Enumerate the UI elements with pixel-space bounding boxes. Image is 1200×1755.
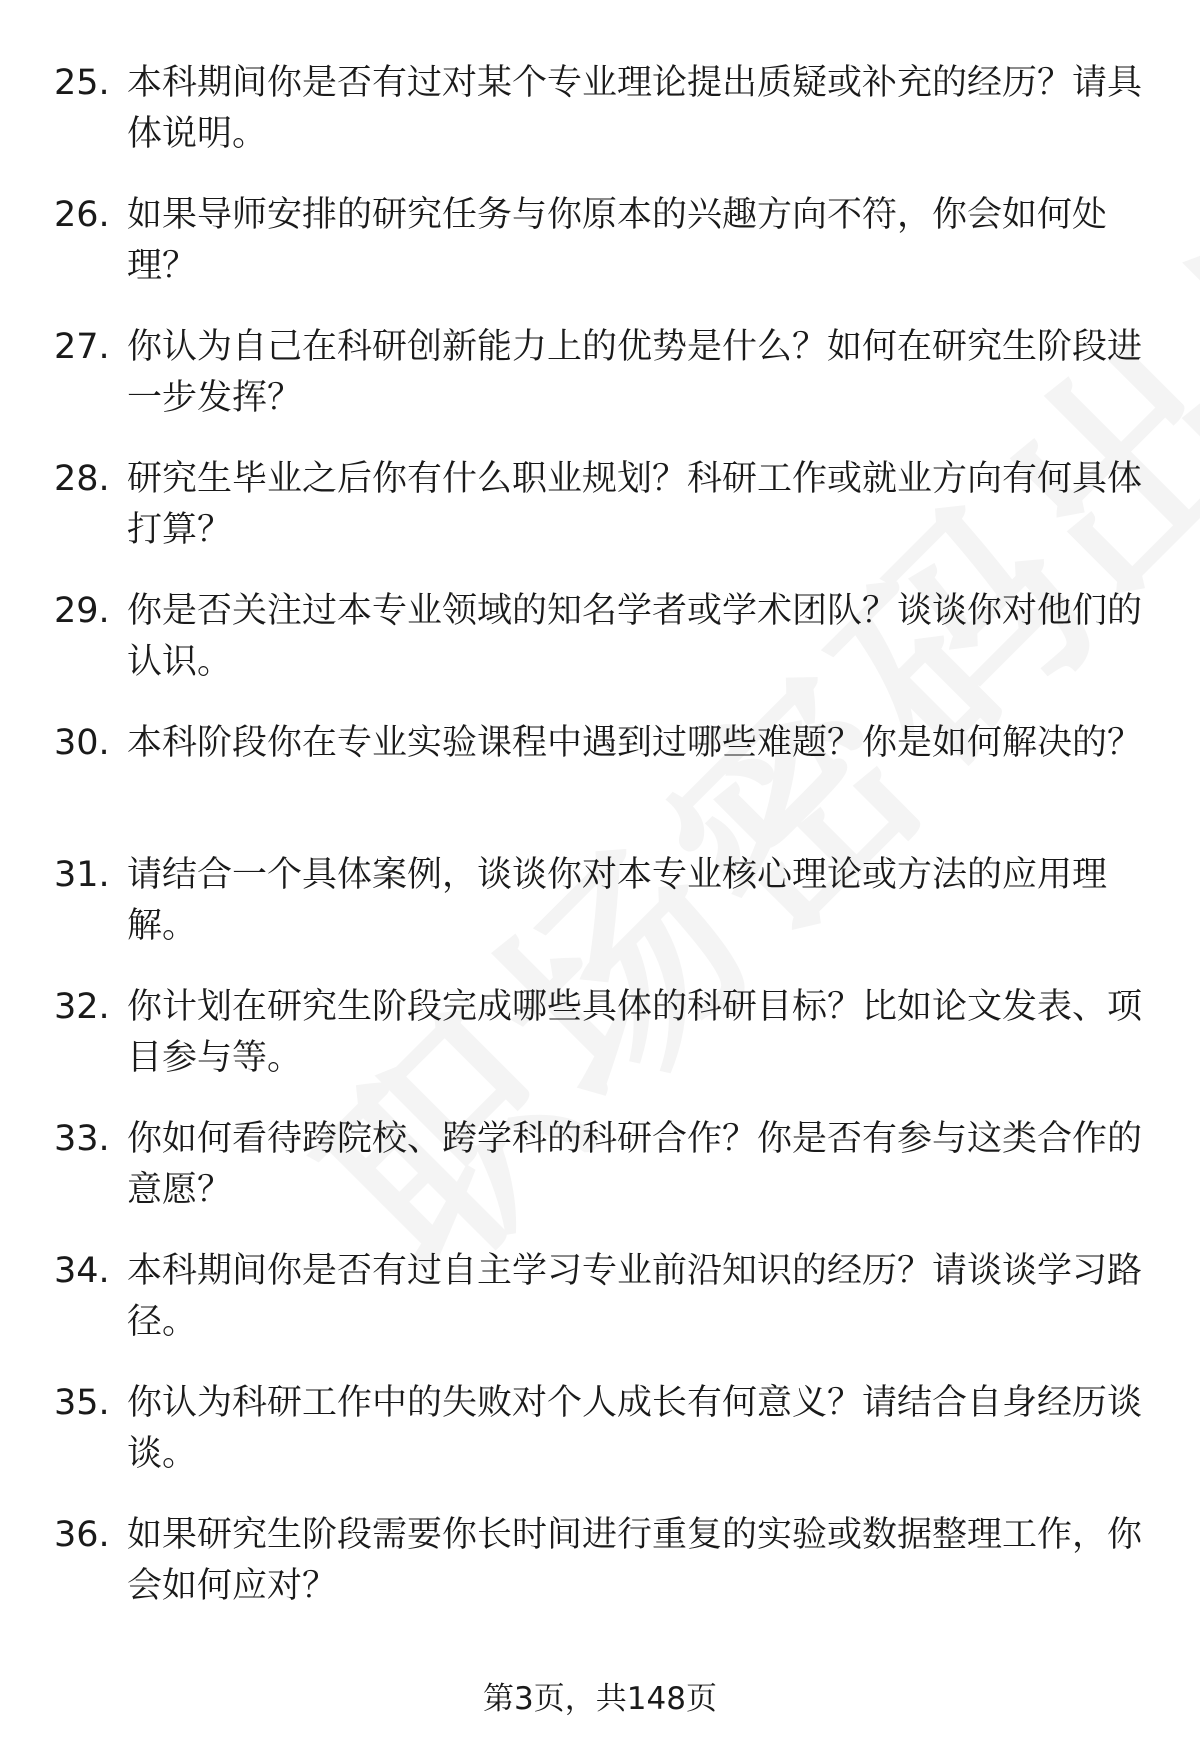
question-number: 27. bbox=[54, 327, 110, 367]
question-item bbox=[0, 1510, 1200, 1642]
question-text: 如果导师安排的研究任务与你原本的兴趣方向不符，你会如何处理？ bbox=[127, 195, 1108, 286]
question-text: 本科阶段你在专业实验课程中遇到过哪些难题？你是如何解决的？ bbox=[127, 723, 1143, 763]
question-number: 30. bbox=[54, 723, 110, 763]
question-text: 你是否关注过本专业领域的知名学者或学术团队？谈谈你对他们的认识。 bbox=[127, 591, 1143, 682]
question-item bbox=[0, 190, 1200, 322]
question-item bbox=[0, 718, 1200, 850]
question-text: 研究生毕业之后你有什么职业规划？科研工作或就业方向有何具体打算？ bbox=[127, 459, 1143, 550]
question-item bbox=[0, 1114, 1200, 1246]
question-number: 32. bbox=[54, 987, 110, 1027]
question-number: 34. bbox=[54, 1251, 110, 1291]
question-item bbox=[0, 850, 1200, 982]
question-item bbox=[0, 1246, 1200, 1378]
question-text: 请结合一个具体案例，谈谈你对本专业核心理论或方法的应用理解。 bbox=[127, 855, 1108, 946]
question-number: 33. bbox=[54, 1119, 110, 1159]
question-number: 28. bbox=[54, 459, 110, 499]
question-number: 36. bbox=[54, 1515, 110, 1555]
question-text: 如果研究生阶段需要你长时间进行重复的实验或数据整理工作，你会如何应对？ bbox=[127, 1515, 1143, 1606]
question-number: 31. bbox=[54, 855, 110, 895]
question-item bbox=[0, 982, 1200, 1114]
question-text: 你认为科研工作中的失败对个人成长有何意义？请结合自身经历谈谈。 bbox=[127, 1383, 1143, 1474]
question-number: 35. bbox=[54, 1383, 110, 1423]
question-text: 本科期间你是否有过对某个专业理论提出质疑或补充的经历？请具体说明。 bbox=[127, 63, 1143, 154]
question-list bbox=[0, 58, 1200, 1642]
question-text: 你如何看待跨院校、跨学科的科研合作？你是否有参与这类合作的意愿？ bbox=[127, 1119, 1143, 1210]
question-item bbox=[0, 586, 1200, 718]
question-text: 本科期间你是否有过自主学习专业前沿知识的经历？请谈谈学习路径。 bbox=[127, 1251, 1143, 1342]
question-item bbox=[0, 322, 1200, 454]
question-item bbox=[0, 58, 1200, 190]
question-item bbox=[0, 1378, 1200, 1510]
question-text: 你计划在研究生阶段完成哪些具体的科研目标？比如论文发表、项目参与等。 bbox=[127, 987, 1143, 1078]
question-number: 29. bbox=[54, 591, 110, 631]
question-text: 你认为自己在科研创新能力上的优势是什么？如何在研究生阶段进一步发挥？ bbox=[127, 327, 1143, 418]
question-number: 25. bbox=[54, 63, 110, 103]
question-number: 26. bbox=[54, 195, 110, 235]
question-item bbox=[0, 454, 1200, 586]
page-footer: 第3页，共148页 bbox=[483, 1681, 717, 1717]
